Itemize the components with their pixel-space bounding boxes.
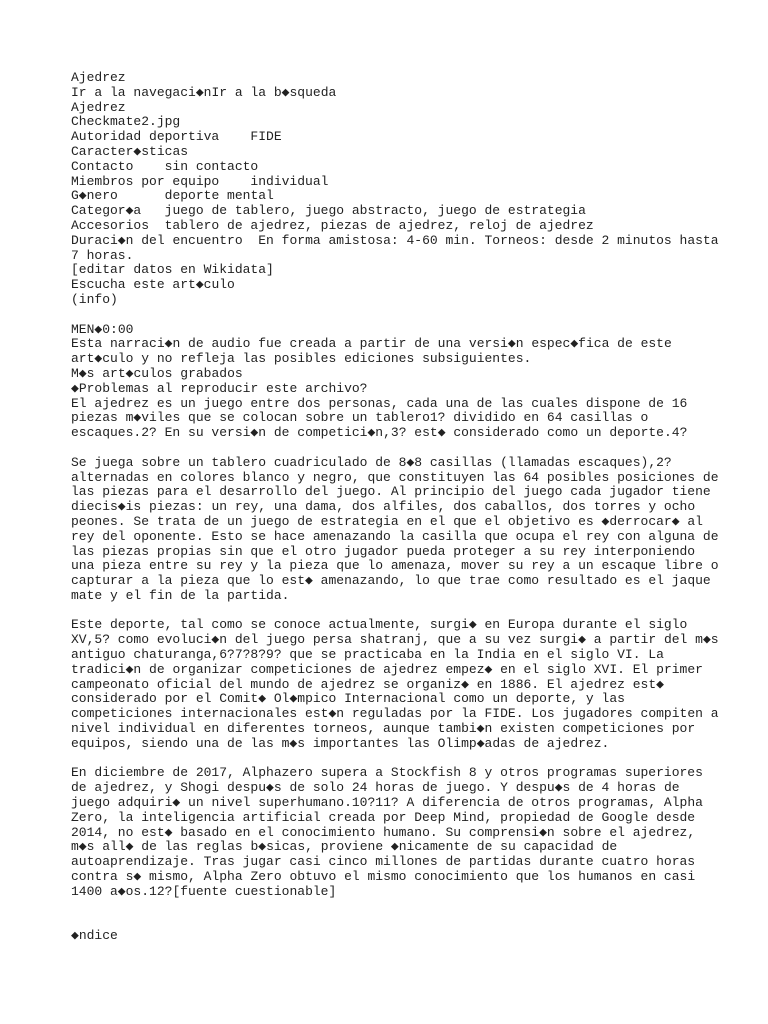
more-recorded-articles-link[interactable]: M◆s art◆culos grabados xyxy=(71,365,243,381)
paragraph-line: Zero, la inteligencia artificial creada por Deep Mind, propiedad de Google desde xyxy=(71,809,696,825)
paragraph-line: antiguo chaturanga,6?7?8?9? que se practicaba en la India en el siglo VI. La xyxy=(71,647,664,663)
infobox-members: Miembros por equipo individual xyxy=(71,173,329,189)
listen-article-link[interactable]: Escucha este art◆culo xyxy=(71,277,235,293)
infobox-authority: Autoridad deportiva FIDE xyxy=(71,129,282,145)
paragraph-line: 1400 a◆os.12?[fuente cuestionable] xyxy=(71,883,337,899)
spacer xyxy=(71,752,711,767)
playback-problems-link[interactable]: ◆Problemas al reproducir este archivo? xyxy=(71,380,368,396)
paragraph-line: nivel individual en diferentes torneos, aunque tambi◆n existen competiciones por xyxy=(71,721,696,737)
paragraph-line: XV,5? como evoluci◆n del juego persa shatranj, que a su vez surgi◆ a partir del m◆s xyxy=(71,632,719,648)
edit-wikidata-link[interactable]: [editar datos en Wikidata] xyxy=(71,262,274,278)
paragraph-line: las piezas propias sin que el otro jugador pueda proteger a su rey interponiendo xyxy=(71,543,696,559)
audio-note-cont: art◆culo y no refleja las posibles ediciones subsiguientes. xyxy=(71,351,532,367)
paragraph-line: rey del oponente. Esto se hace amenazando la casilla que ocupa el rey con alguna de xyxy=(71,528,719,544)
paragraph-intro xyxy=(71,397,711,441)
info-link[interactable]: (info) xyxy=(71,291,118,307)
infobox-genre: G◆nero deporte mental xyxy=(71,188,274,204)
paragraph-line: capturar a la pieza que lo est◆ amenazando, lo que trae como resultado es el jaque xyxy=(71,573,711,589)
paragraph-line: las piezas para el desarrollo del juego. Al principio del juego cada jugador tiene xyxy=(71,484,711,500)
paragraph-board xyxy=(71,454,719,604)
image-filename[interactable]: Checkmate2.jpg xyxy=(71,114,181,130)
index-heading: ◆ndice xyxy=(71,928,118,944)
paragraph-line: alternadas en colores blanco y negro, que constituyen las 64 posibles posiciones de xyxy=(71,469,719,485)
nav-links[interactable]: Ir a la navegaci◆nIr a la b◆squeda xyxy=(71,84,337,100)
paragraph-line: En diciembre de 2017, Alphazero supera a Stockfish 8 y otros programas superiores xyxy=(71,765,703,781)
page-title: Ajedrez xyxy=(71,70,126,85)
article-subtitle: Ajedrez xyxy=(71,99,126,115)
paragraph-alphazero xyxy=(71,766,711,899)
paragraph-line: autoaprendizaje. Tras jugar casi cinco millones de partidas durante cuatro horas xyxy=(71,854,696,870)
paragraph-line: una pieza entre su rey y la pieza que lo amenaza, mover su rey a un escaque libre o xyxy=(71,558,719,574)
infobox-characteristics-heading: Caracter◆sticas xyxy=(71,143,189,159)
paragraph-line: considerado por el Comit◆ Ol◆mpico Internacional como un deporte, y las xyxy=(71,691,625,707)
paragraph-line: escaques.2? En su versi◆n de competici◆n,3? est◆ considerado como un deporte.4? xyxy=(71,425,688,441)
infobox-accessories: Accesorios tablero de ajedrez, piezas de ajedrez, reloj de ajedrez xyxy=(71,217,594,233)
infobox-category: Categor◆a juego de tablero, juego abstracto, juego de estrategia xyxy=(71,203,586,219)
paragraph-line: contra s◆ mismo, Alpha Zero obtuvo el mismo conocimiento que los humanos en casi xyxy=(71,869,696,885)
paragraph-line: Este deporte, tal como se conoce actualmente, surgi◆ en Europa durante el siglo xyxy=(71,617,688,633)
paragraph-history xyxy=(71,617,719,751)
spacer xyxy=(71,604,711,619)
paragraph-line: Se juega sobre un tablero cuadriculado de 8◆8 casillas (llamadas escaques),2? xyxy=(71,454,672,470)
paragraph-line: campeonato oficial del mundo de ajedrez se organiz◆ en 1886. El ajedrez est◆ xyxy=(71,676,664,692)
paragraph-line: peones. Se trata de un juego de estrategia en el que el objetivo es ◆derrocar◆ al xyxy=(71,513,703,529)
paragraph-line: tradici◆n de organizar competiciones de ajedrez empez◆ en el siglo XVI. El primer xyxy=(71,661,703,677)
paragraph-line: de ajedrez, y Shogi despu◆s de solo 24 horas de juego. Y despu◆s de 4 horas de xyxy=(71,780,680,796)
paragraph-line: mate y el fin de la partida. xyxy=(71,587,290,603)
paragraph-line: juego adquiri◆ un nivel superhumano.10?11? A diferencia de otros programas, Alpha xyxy=(71,795,703,811)
document-page xyxy=(71,70,719,944)
audio-note: Esta narraci◆n de audio fue creada a partir de una versi◆n espec◆fica de este xyxy=(71,336,672,352)
spacer xyxy=(71,900,711,930)
paragraph-line: equipos, siendo una de las m◆s importantes las Olimp◆adas de ajedrez. xyxy=(71,735,610,751)
paragraph-line: diecis◆is piezas: un rey, una dama, dos alfiles, dos caballos, dos torres y ocho xyxy=(71,499,696,515)
paragraph-line: El ajedrez es un juego entre dos personas, cada una de las cuales dispone de 16 xyxy=(71,395,688,411)
infobox-duration: Duraci◆n del encuentro En forma amistosa: 4-60 min. Torneos: desde 2 minutos hasta xyxy=(71,232,719,248)
infobox-duration-cont: 7 horas. xyxy=(71,247,134,263)
paragraph-line: competiciones internacionales est◆n reguladas por la FIDE. Los jugadores compiten a xyxy=(71,706,719,722)
infobox-contact: Contacto sin contacto xyxy=(71,158,259,174)
audio-menu-time[interactable]: MEN◆0:00 xyxy=(71,321,134,337)
paragraph-line: piezas m◆viles que se colocan sobre un tablero1? dividido en 64 casillas o xyxy=(71,410,649,426)
paragraph-line: 2014, no est◆ basado en el conocimiento humano. Su comprensi◆n sobre el ajedrez, xyxy=(71,824,696,840)
spacer xyxy=(71,441,711,456)
paragraph-line: m◆s all◆ de las reglas b◆sicas, proviene ◆nicamente de su capacidad de xyxy=(71,839,618,855)
spacer xyxy=(71,308,711,323)
